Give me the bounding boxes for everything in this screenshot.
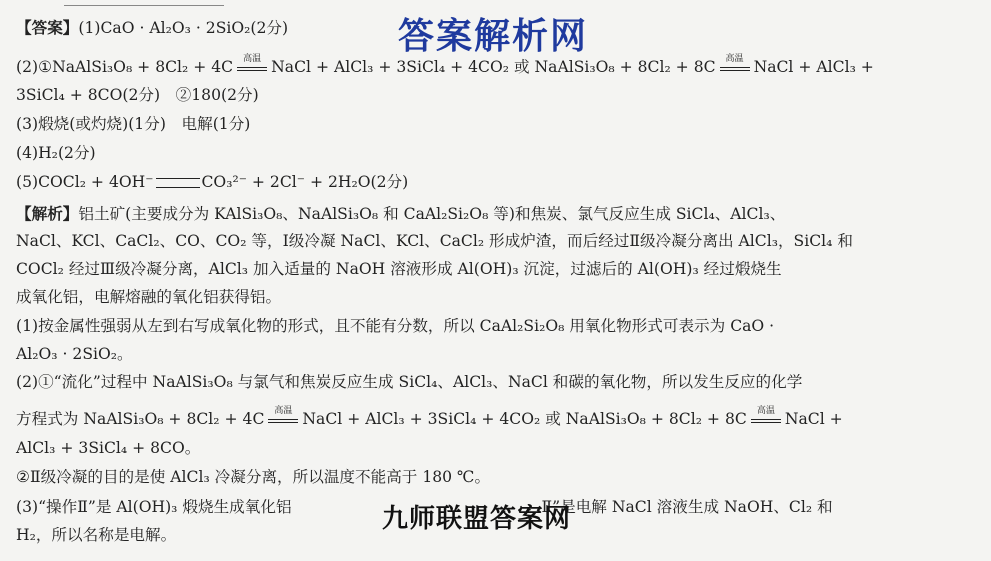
analysis-p8-post: NaCl +: [784, 410, 843, 428]
arrow-condition-label: 高温: [243, 54, 262, 64]
analysis-p1: 铝土矿(主要成分为 KAlSi₃O₈、NaAlSi₃O₈ 和 CaAl₂Si₂O₈ 等)和焦炭、氯气反应生成 SiCl₄、AlCl₃、: [78, 205, 786, 223]
arrow-condition-label-4: 高温: [756, 406, 775, 416]
analysis-p12: H₂，所以名称是电解。: [16, 526, 177, 544]
answer-q4: (4)H₂(2分): [16, 144, 96, 162]
answer-q2-line: [16, 54, 874, 76]
reaction-arrow-high-temp-4: [749, 406, 783, 427]
arrow-condition-label-2: 高温: [725, 54, 744, 64]
answer-tag: 【答案】: [16, 18, 79, 37]
top-rule: [64, 5, 224, 6]
analysis-p11-pre: (3)“操作Ⅱ”是 Al(OH)₃ 煅烧生成氧化铝: [16, 498, 292, 516]
analysis-tag: 【解析】: [16, 204, 79, 223]
analysis-p1-line: [16, 206, 785, 223]
analysis-p7: (2)①“流化”过程中 NaAlSi₃O₈ 与氯气和焦炭反应生成 SiCl₄、AlCl₃、NaCl 和碳的氧化物，所以发生反应的化学: [16, 373, 803, 391]
answer-q2b: 3SiCl₄ + 8CO(2分) ②180(2分): [16, 86, 259, 104]
watermark-top: 答案解析网: [398, 16, 589, 57]
answer-q2-pre: (2)①NaAlSi₃O₈ + 8Cl₂ + 4C: [16, 58, 234, 76]
analysis-p3: COCl₂ 经过Ⅲ级冷凝分离，AlCl₃ 加入适量的 NaOH 溶液形成 Al(OH)₃ 沉淀，过滤后的 Al(OH)₃ 经过煅烧生: [16, 260, 782, 278]
analysis-p10: ②Ⅱ级冷凝的目的是使 AlCl₃ 冷凝分离，所以温度不能高于 180 ℃。: [16, 468, 491, 486]
answer-q5-line: [16, 175, 408, 191]
analysis-p5: (1)按金属性强弱从左到右写成氧化物的形式，且不能有分数，所以 CaAl₂Si₂O₈ 用氧化物形式可表示为 CaO ·: [16, 317, 775, 335]
arrow-condition-label-3: 高温: [274, 406, 293, 416]
analysis-p9: AlCl₃ + 3SiCl₄ + 8CO。: [16, 439, 201, 457]
answer-q5-pre: (5)COCl₂ + 4OH⁻: [16, 173, 154, 191]
reaction-arrow-high-temp-3: [266, 406, 300, 427]
answer-q5-post: CO₃²⁻ + 2Cl⁻ + 2H₂O(2分): [201, 173, 409, 191]
answer-q2-post: NaCl + AlCl₃ +: [753, 58, 874, 76]
analysis-p8-line: [16, 406, 843, 428]
equals-arrow: [156, 178, 200, 188]
analysis-p2: NaCl、KCl、CaCl₂、CO、CO₂ 等，Ⅰ级冷凝 NaCl、KCl、CaCl₂ 形成炉渣，而后经过Ⅱ级冷凝分离出 AlCl₃，SiCl₄ 和: [16, 232, 853, 250]
answer-q1: (1)CaO · Al₂O₃ · 2SiO₂(2分): [78, 19, 289, 37]
analysis-p6: Al₂O₃ · 2SiO₂。: [16, 345, 133, 363]
analysis-p8-mid: NaCl + AlCl₃ + 3SiCl₄ + 4CO₂ 或 NaAlSi₃O₈ + 8Cl₂ + 8C: [302, 410, 747, 428]
answer-q3: (3)煅烧(或灼烧)(1分) 电解(1分): [16, 115, 251, 133]
analysis-p4: 成氧化铝，电解熔融的氧化铝获得铝。: [16, 288, 282, 306]
answer-q1-line: [16, 20, 288, 37]
answer-q2-mid: NaCl + AlCl₃ + 3SiCl₄ + 4CO₂ 或 NaAlSi₃O₈ + 8Cl₂ + 8C: [271, 58, 716, 76]
analysis-p8-pre: 方程式为 NaAlSi₃O₈ + 8Cl₂ + 4C: [16, 410, 265, 428]
reaction-arrow-high-temp-2: [718, 54, 752, 75]
analysis-p11-post: Ⅱ”是电解 NaCl 溶液生成 NaOH、Cl₂ 和: [541, 498, 833, 516]
watermark-bottom: 九师联盟答案网: [382, 504, 572, 534]
reaction-arrow-high-temp: [235, 54, 269, 75]
